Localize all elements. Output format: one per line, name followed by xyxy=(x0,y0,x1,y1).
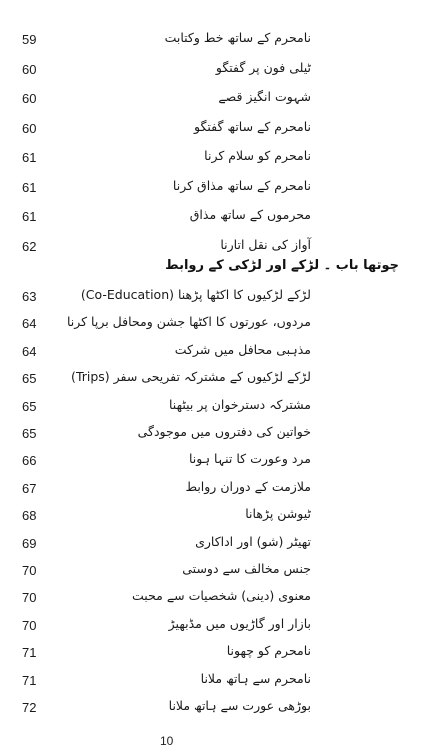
toc-entry-title: لڑکے لڑکیوں کا اکٹھا پڑھنا (Co-Education) xyxy=(80,287,311,302)
toc-entry-title: نامحرم کے ساتھ مذاق کرنا xyxy=(172,177,311,193)
toc-entry-title: نامحرم کو چھونا xyxy=(226,643,311,659)
toc-entry xyxy=(0,314,421,336)
toc-entry-page: 70 xyxy=(22,617,37,633)
toc-entry-title: بازار اور گاڑیوں میں مڈبھیڑ xyxy=(168,615,311,631)
toc-entry-page: 61 xyxy=(22,179,37,195)
toc-entry-page: 60 xyxy=(22,61,37,77)
toc-entry-page: 60 xyxy=(22,120,37,136)
toc-entry xyxy=(0,424,421,446)
toc-entry-page: 66 xyxy=(22,453,37,469)
toc-entry-title: ملازمت کے دوران روابط xyxy=(185,478,311,494)
toc-entry-title: نامحرم کو سلام کرنا xyxy=(204,148,311,163)
toc-entry-page: 72 xyxy=(22,700,37,715)
toc-entry xyxy=(0,119,421,141)
toc-entry xyxy=(0,671,421,693)
toc-entry xyxy=(0,506,421,528)
toc-entry xyxy=(0,207,421,229)
toc-entry xyxy=(0,588,421,610)
toc-entry-page: 65 xyxy=(22,398,37,414)
toc-entry xyxy=(0,287,421,309)
toc-entry xyxy=(0,643,421,665)
toc-entry-page: 60 xyxy=(22,91,37,106)
toc-entry-title: ٹیوشن پڑھانا xyxy=(245,506,311,522)
toc-entry-page: 64 xyxy=(22,343,37,359)
toc-entry-page: 65 xyxy=(22,426,37,441)
toc-entry-page: 65 xyxy=(22,371,37,387)
toc-entry xyxy=(0,30,421,52)
toc-entry-title: لڑکے لڑکیوں کے مشترکہ تفریحی سفر (Trips) xyxy=(71,369,311,385)
toc-entry xyxy=(0,698,421,720)
toc-entry-title: مرد وعورت کا تنہا ہونا xyxy=(188,451,311,467)
toc-entry-page: 71 xyxy=(22,645,37,661)
toc-entry-title: مشترکہ دسترخوان پر بیٹھنا xyxy=(169,396,311,412)
toc-entry-title: بوڑھی عورت سے ہاتھ ملانا xyxy=(168,698,311,713)
toc-entry-title: نامحرم کے ساتھ گفتگو xyxy=(194,118,311,134)
toc-entry-page: 67 xyxy=(22,480,37,496)
toc-entry xyxy=(0,89,421,111)
toc-entry xyxy=(0,342,421,364)
toc-entry-title: مذہبی محافل میں شرکت xyxy=(174,341,311,357)
toc-entry-title: محرموں کے ساتھ مذاق xyxy=(189,207,311,222)
toc-entry-title: جنس مخالف سے دوستی xyxy=(182,561,311,576)
toc-entry-page: 70 xyxy=(22,590,37,606)
toc-entry xyxy=(0,148,421,170)
toc-entry-page: 70 xyxy=(22,563,37,578)
toc-entry xyxy=(0,616,421,638)
toc-entry xyxy=(0,451,421,473)
toc-entry-page: 69 xyxy=(22,535,37,551)
toc-entry-page: 71 xyxy=(22,672,37,688)
toc-entry xyxy=(0,237,421,259)
toc-entry xyxy=(0,534,421,556)
toc-entry-page: 59 xyxy=(22,32,37,47)
chapter-heading: چوتھا باب ۔ لڑکے اور لڑکی کے روابط xyxy=(165,258,399,273)
toc-entry xyxy=(0,561,421,583)
toc-entry-title: شہوت انگیز قصے xyxy=(218,89,311,104)
toc-entry-title: مردوں، عورتوں کا اکٹھا جشن ومحافل برپا کرنا xyxy=(66,314,311,330)
toc-entry-title: نامحرم سے ہاتھ ملانا xyxy=(200,670,311,686)
toc-entry xyxy=(0,60,421,82)
toc-entry-title: نامحرم کے ساتھ خط وکتابت xyxy=(164,30,311,45)
toc-entry-page: 68 xyxy=(22,508,37,524)
page-number: 10 xyxy=(160,734,174,748)
toc-entry xyxy=(0,369,421,391)
toc-entry-page: 61 xyxy=(22,150,37,165)
toc-entry-title: معنوی (دینی) شخصیات سے محبت xyxy=(132,588,311,604)
toc-entry-page: 61 xyxy=(22,209,37,224)
toc-entry-title: ٹیلی فون پر گفتگو xyxy=(215,59,311,75)
toc-entry-title: آواز کی نقل اتارنا xyxy=(220,236,311,252)
toc-entry-title: تھیٹر (شو) اور اداکاری xyxy=(195,533,311,549)
toc-entry-page: 62 xyxy=(22,238,37,254)
toc-entry xyxy=(0,397,421,419)
toc-entry-page: 63 xyxy=(22,289,37,304)
toc-entry xyxy=(0,178,421,200)
toc-entry-page: 64 xyxy=(22,316,37,332)
toc-entry-title: خواتین کی دفتروں میں موجودگی xyxy=(137,424,311,439)
toc-entry xyxy=(0,479,421,501)
